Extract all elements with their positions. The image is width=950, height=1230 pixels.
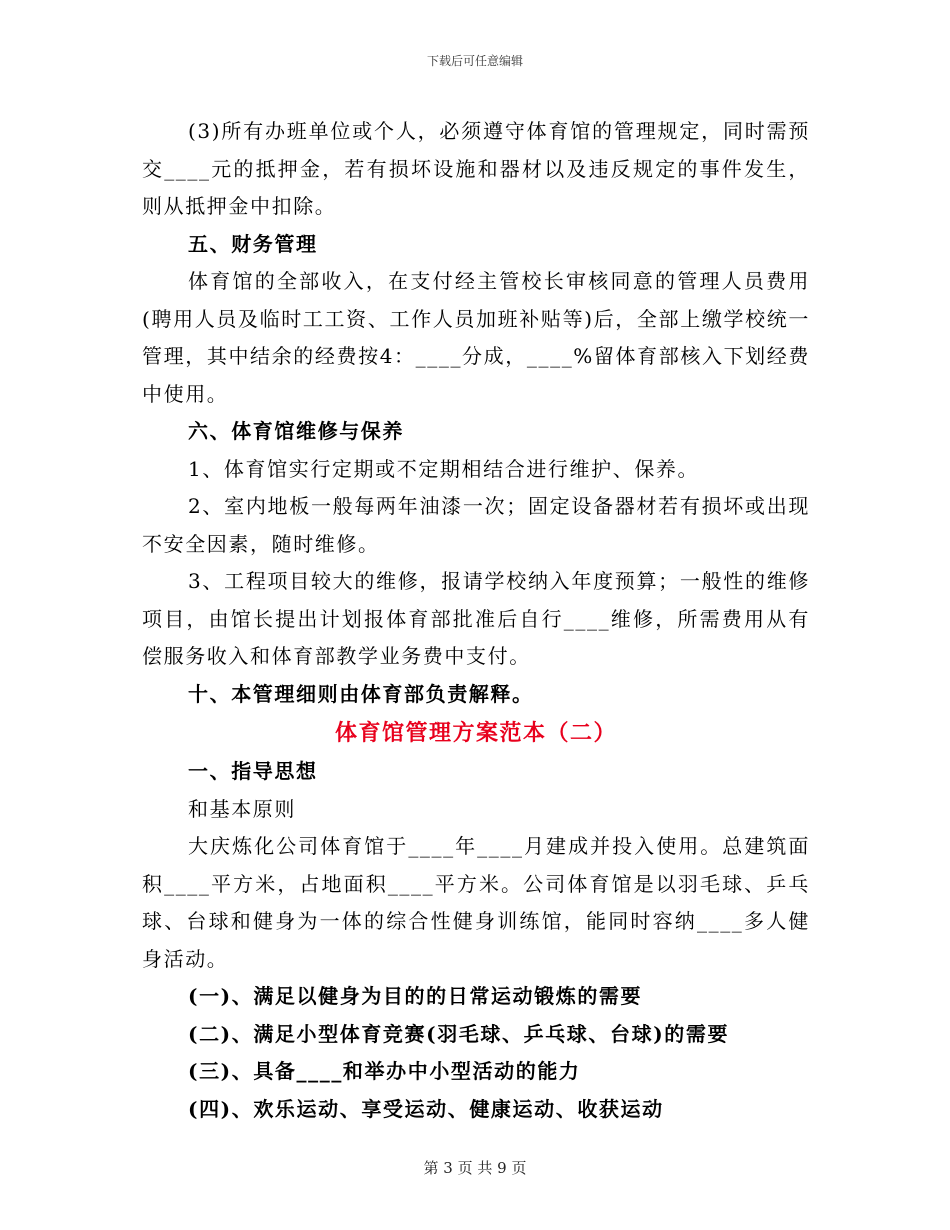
- page-footer: 第 3 页 共 9 页: [423, 1159, 527, 1177]
- heading-finance: 五、财务管理: [188, 231, 318, 256]
- heading-guiding-ideology: 一、指导思想: [188, 759, 318, 783]
- goal-item-3: (三)、具备____和举办中小型活动的能力: [188, 1059, 581, 1083]
- paragraph-maintenance-3: 3、工程项目较大的维修，报请学校纳入年度预算；一般性的维修项目，由馆长提出计划报体育部批准后自行____维修，所需费用从有偿服务收入和体育部教学业务费中支付。: [142, 569, 810, 668]
- paragraph-deposit-rule: (3)所有办班单位或个人，必须遵守体育馆的管理规定，同时需预交____元的抵押金，若有损坏设施和器材以及违反规定的事件发生，则从抵押金中扣除。: [142, 119, 810, 218]
- paragraph-group-1: [142, 113, 810, 713]
- heading-maintenance: 六、体育馆维修与保养: [188, 419, 404, 443]
- section-title: 体育馆管理方案范本（二）: [334, 720, 617, 746]
- document-body: [142, 113, 810, 1128]
- goal-item-4: (四)、欢乐运动、享受运动、健康运动、收获运动: [188, 1096, 664, 1121]
- paragraph-basic-principles: 和基本原则: [188, 796, 296, 821]
- paragraph-maintenance-2: 2、室内地板一般每两年油漆一次；固定设备器材若有损坏或出现不安全因素，随时维修。: [142, 494, 810, 556]
- page-header: 下载后可任意编辑: [426, 54, 523, 68]
- paragraph-group-2: [142, 753, 810, 1128]
- goal-item-2: (二)、满足小型体育竞赛(羽毛球、乒乓球、台球)的需要: [188, 1021, 730, 1046]
- heading-interpretation: 十、本管理细则由体育部负责解释。: [188, 681, 534, 706]
- paragraph-finance: 体育馆的全部收入，在支付经主管校长审核同意的管理人员费用(聘用人员及临时工工资、工作人员加班补贴等)后，全部上缴学校统一管理，其中结余的经费按4：____分成，____%留体育部核入下划经费中使用。: [142, 269, 810, 406]
- goal-item-1: (一)、满足以健身为目的的日常运动锻炼的需要: [188, 984, 643, 1008]
- paragraph-gym-overview: 大庆炼化公司体育馆于____年____月建成并投入使用。总建筑面积____平方米，占地面积____平方米。公司体育馆是以羽毛球、乒乓球、台球和健身为一体的综合性健身训练馆，能同时容纳____多人健身活动。: [142, 834, 810, 971]
- paragraph-maintenance-1: 1、体育馆实行定期或不定期相结合进行维护、保养。: [188, 456, 700, 481]
